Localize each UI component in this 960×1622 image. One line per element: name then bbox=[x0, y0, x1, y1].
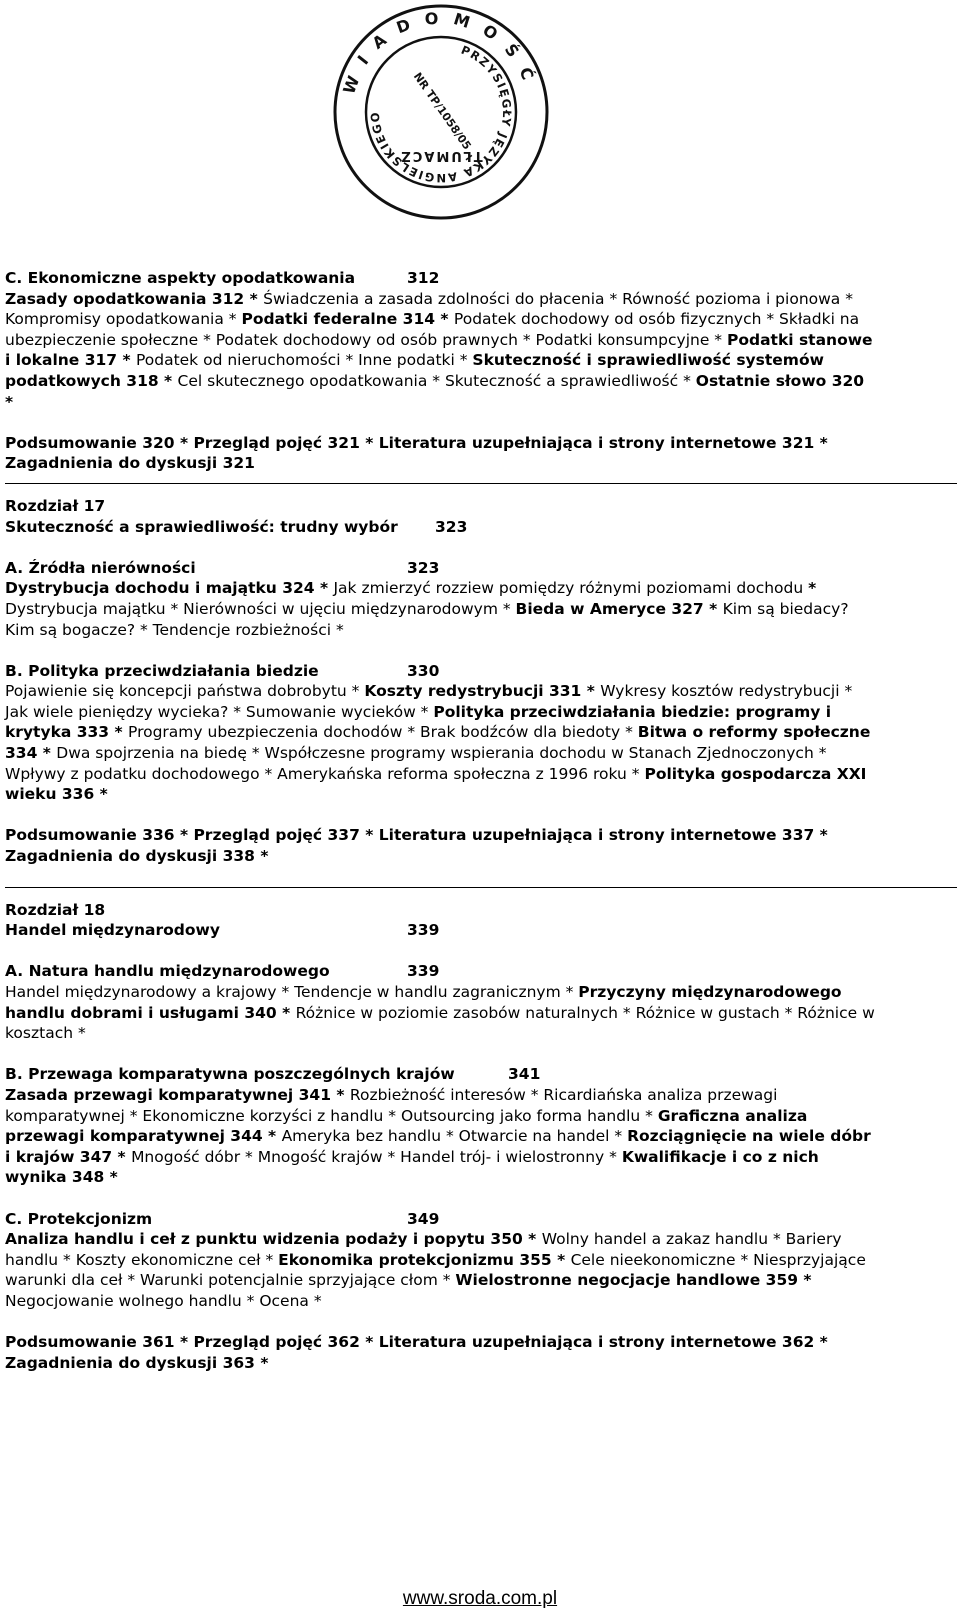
bold-entry: Kwalifikacje i co z nich bbox=[621, 1147, 819, 1166]
entry-text: Podatek dochodowy od osób fizycznych * Składki na bbox=[453, 310, 860, 329]
bold-entry: Skuteczność i sprawiedliwość systemów bbox=[472, 351, 824, 370]
body-line bbox=[5, 982, 957, 1003]
section-title: B. Przewaga komparatywna poszczególnych krajów bbox=[5, 1065, 455, 1084]
bold-entry: przewagi komparatywnej 344 * bbox=[5, 1127, 282, 1146]
page-footer bbox=[0, 1588, 960, 1610]
entry-text: Kim są biedacy? bbox=[722, 599, 849, 618]
entry-text: Różnice w poziomie zasobów naturalnych * Różnice w gustach * Różnice w bbox=[295, 1003, 875, 1022]
entry-text: Jak wiele pieniędzy wycieka? * Sumowanie wycieków * bbox=[5, 702, 434, 721]
entry-text: warunki dla ceł * Warunki potencjalnie sprzyjające cłom * bbox=[5, 1271, 456, 1290]
section-heading bbox=[5, 1209, 957, 1230]
summary-line: Zagadnienia do dyskusji 363 * bbox=[5, 1353, 269, 1372]
chapter-label: Rozdział 18 bbox=[5, 900, 106, 919]
body-line bbox=[5, 392, 957, 413]
seal-outer-text: WIADOMOŚĆ bbox=[339, 8, 543, 97]
bold-entry: Polityka przeciwdziałania biedzie: programy i bbox=[433, 702, 832, 721]
section-page: 312 bbox=[407, 269, 440, 287]
bold-entry: handlu dobrami i usługami 340 * bbox=[5, 1003, 296, 1022]
summary-line: Zagadnienia do dyskusji 321 bbox=[5, 454, 255, 473]
bold-entry: podatkowych 318 * bbox=[5, 371, 178, 390]
entry-text: Ameryka bez handlu * Otwarcie na handel * bbox=[281, 1127, 628, 1146]
section-page: 341 bbox=[508, 1065, 541, 1084]
summary-line: Podsumowanie 320 * Przegląd pojęć 321 * Literatura uzupełniająca i strony internetowe 321 * bbox=[5, 433, 828, 452]
bold-entry: Graficzna analiza bbox=[657, 1106, 808, 1125]
entry-text: Jak zmierzyć rozziew pomiędzy różnymi poziomami dochodu bbox=[333, 579, 809, 598]
svg-text:WIADOMOŚĆ bbox=[339, 9, 542, 97]
section-title: B. Polityka przeciwdziałania biedzie bbox=[5, 661, 319, 680]
entry-text: Mnogość dóbr * Mnogość krajów * Handel trój- i wielostronny * bbox=[131, 1147, 622, 1166]
bold-entry: 334 * bbox=[5, 744, 57, 763]
body-line bbox=[5, 1270, 957, 1291]
section-page: 323 bbox=[407, 558, 440, 577]
table-of-contents bbox=[5, 268, 957, 1373]
chapter-title: Handel międzynarodowy bbox=[5, 921, 220, 940]
body-line bbox=[5, 1003, 957, 1024]
chapter-heading bbox=[5, 517, 957, 538]
entry-text: Cele nieekonomiczne * Niesprzyjające bbox=[570, 1250, 866, 1269]
entry-text: handlu * Koszty ekonomiczne ceł * bbox=[5, 1250, 279, 1269]
entry-text: Rozbieżność interesów * Ricardiańska analiza przewagi bbox=[349, 1085, 778, 1104]
bold-entry: i lokalne 317 * bbox=[5, 351, 136, 370]
body-line bbox=[5, 289, 957, 310]
entry-text: ubezpieczenie społeczne * Podatek dochodowy od osób prawnych * Podatki konsumpcyjne * bbox=[5, 330, 727, 349]
bold-entry: i krajów 347 * bbox=[5, 1147, 132, 1166]
entry-text: kosztach * bbox=[5, 1024, 86, 1043]
website-link[interactable]: www.sroda.com.pl bbox=[402, 1588, 558, 1609]
section-body bbox=[5, 982, 957, 1044]
section-body bbox=[5, 289, 957, 413]
seal-middle-text: PRZYSIĘGŁY JĘZYKA ANGIELSKIEGO bbox=[367, 42, 515, 186]
entry-text: Cel skutecznego opodatkowania * Skuteczność a sprawiedliwość * bbox=[177, 371, 696, 390]
section-body bbox=[5, 1085, 957, 1188]
chapter-label: Rozdział 17 bbox=[5, 496, 106, 515]
body-line bbox=[5, 1291, 957, 1312]
section-heading bbox=[5, 1064, 957, 1085]
body-line bbox=[5, 330, 957, 351]
body-line bbox=[5, 1167, 957, 1188]
entry-text: Programy ubezpieczenia dochodów * Brak bodźców dla biedoty * bbox=[128, 723, 638, 742]
summary-line: Podsumowanie 336 * Przegląd pojęć 337 * Literatura uzupełniająca i strony internetowe 337 * bbox=[5, 826, 828, 845]
bold-entry: Zasada przewagi komparatywnej 341 * bbox=[5, 1085, 350, 1104]
chapter-page: 339 bbox=[407, 921, 440, 940]
bold-entry: Dystrybucja dochodu i majątku 324 * bbox=[5, 579, 334, 598]
section-page: 339 bbox=[407, 962, 440, 981]
section-body bbox=[5, 1229, 957, 1311]
seal-number-text: NR TP/1058/05 bbox=[410, 70, 474, 153]
body-line bbox=[5, 1023, 957, 1044]
bold-entry: wieku 336 * bbox=[5, 785, 108, 804]
bold-entry: Przyczyny międzynarodowego bbox=[578, 983, 842, 1001]
body-line bbox=[5, 702, 957, 723]
section-heading bbox=[5, 961, 957, 982]
section-heading bbox=[5, 558, 957, 579]
section-page: 349 bbox=[407, 1209, 440, 1228]
body-line bbox=[5, 743, 957, 764]
section-heading bbox=[5, 268, 957, 289]
entry-text: Wykresy kosztów redystrybucji * bbox=[600, 682, 853, 701]
body-line bbox=[5, 1106, 957, 1127]
entry-text: komparatywnej * Ekonomiczne korzyści z handlu * Outsourcing jako forma handlu * bbox=[5, 1106, 658, 1125]
bold-entry: Polityka gospodarcza XXI bbox=[644, 764, 867, 783]
section-title: C. Ekonomiczne aspekty opodatkowania bbox=[5, 269, 356, 287]
entry-text: Dystrybucja majątku * Nierówności w ujęciu międzynarodowym * bbox=[5, 599, 516, 618]
body-line bbox=[5, 309, 957, 330]
body-line bbox=[5, 599, 957, 620]
bold-entry: Koszty redystrybucji 331 * bbox=[364, 682, 601, 701]
entry-text: Dwa spojrzenia na biedę * Współczesne programy wspierania dochodu w Stanach Zjednoczonych * bbox=[56, 744, 827, 763]
bold-entry: Bitwa o reformy społeczne bbox=[637, 723, 871, 742]
entry-text: Wolny handel a zakaz handlu * Bariery bbox=[541, 1230, 842, 1249]
seal-graphic bbox=[328, 2, 554, 222]
body-line bbox=[5, 1126, 957, 1147]
body-line bbox=[5, 578, 957, 599]
bold-entry: Zasady opodatkowania 312 * bbox=[5, 289, 264, 308]
bold-entry: * bbox=[808, 579, 817, 598]
section-page: 330 bbox=[407, 661, 440, 680]
entry-text: Kim są bogacze? * Tendencje rozbieżności * bbox=[5, 620, 344, 639]
body-line bbox=[5, 350, 957, 371]
entry-text: Negocjowanie wolnego handlu * Ocena * bbox=[5, 1291, 322, 1310]
section-body bbox=[5, 681, 957, 805]
summary-line: Podsumowanie 361 * Przegląd pojęć 362 * Literatura uzupełniająca i strony internetowe 362 * bbox=[5, 1333, 828, 1352]
section-title: A. Źródła nierówności bbox=[5, 558, 196, 577]
body-line bbox=[5, 1085, 957, 1106]
entry-text: Świadczenia a zasada zdolności do płacenia * Równość pozioma i pionowa * bbox=[263, 289, 853, 308]
seal-lower-text: TŁUMACZ bbox=[399, 148, 483, 163]
summary-line: Zagadnienia do dyskusji 338 * bbox=[5, 847, 269, 866]
bold-entry: Rozciągnięcie na wiele dóbr bbox=[627, 1127, 871, 1146]
bold-entry: * bbox=[5, 392, 14, 411]
chapter-title: Skuteczność a sprawiedliwość: trudny wybór bbox=[5, 517, 398, 536]
section-body bbox=[5, 578, 957, 640]
bold-entry: wynika 348 * bbox=[5, 1168, 118, 1187]
body-line bbox=[5, 620, 957, 641]
bold-entry: Bieda w Ameryce 327 * bbox=[515, 599, 723, 618]
chapter-heading bbox=[5, 920, 957, 941]
body-line bbox=[5, 681, 957, 702]
body-line bbox=[5, 764, 957, 785]
section-heading bbox=[5, 661, 957, 682]
body-line bbox=[5, 1250, 957, 1271]
entry-text: Wpływy z podatku dochodowego * Amerykańska reforma społeczna z 1996 roku * bbox=[5, 764, 645, 783]
bold-entry: krytyka 333 * bbox=[5, 723, 128, 742]
bold-entry: Wielostronne negocjacje handlowe 359 * bbox=[455, 1271, 812, 1290]
bold-entry: Ekonomika protekcjonizmu 355 * bbox=[278, 1250, 571, 1269]
bold-entry: Podatki federalne 314 * bbox=[241, 310, 454, 329]
chapter-page: 323 bbox=[435, 517, 468, 536]
body-line bbox=[5, 784, 957, 805]
entry-text: Handel międzynarodowy a krajowy * Tendencje w handlu zagranicznym * bbox=[5, 983, 579, 1001]
bold-entry: Analiza handlu i ceł z punktu widzenia podaży i popytu 350 * bbox=[5, 1230, 542, 1249]
body-line bbox=[5, 1147, 957, 1168]
entry-text: Podatek od nieruchomości * Inne podatki * bbox=[135, 351, 473, 370]
translator-seal bbox=[328, 2, 554, 222]
body-line bbox=[5, 722, 957, 743]
section-title: C. Protekcjonizm bbox=[5, 1209, 153, 1228]
body-line bbox=[5, 371, 957, 392]
entry-text: Pojawienie się koncepcji państwa dobrobytu * bbox=[5, 682, 365, 701]
body-line bbox=[5, 1229, 957, 1250]
bold-entry: Ostatnie słowo 320 bbox=[695, 371, 865, 390]
entry-text: Kompromisy opodatkowania * bbox=[5, 310, 242, 329]
section-title: A. Natura handlu międzynarodowego bbox=[5, 962, 330, 981]
bold-entry: Podatki stanowe bbox=[726, 330, 873, 349]
